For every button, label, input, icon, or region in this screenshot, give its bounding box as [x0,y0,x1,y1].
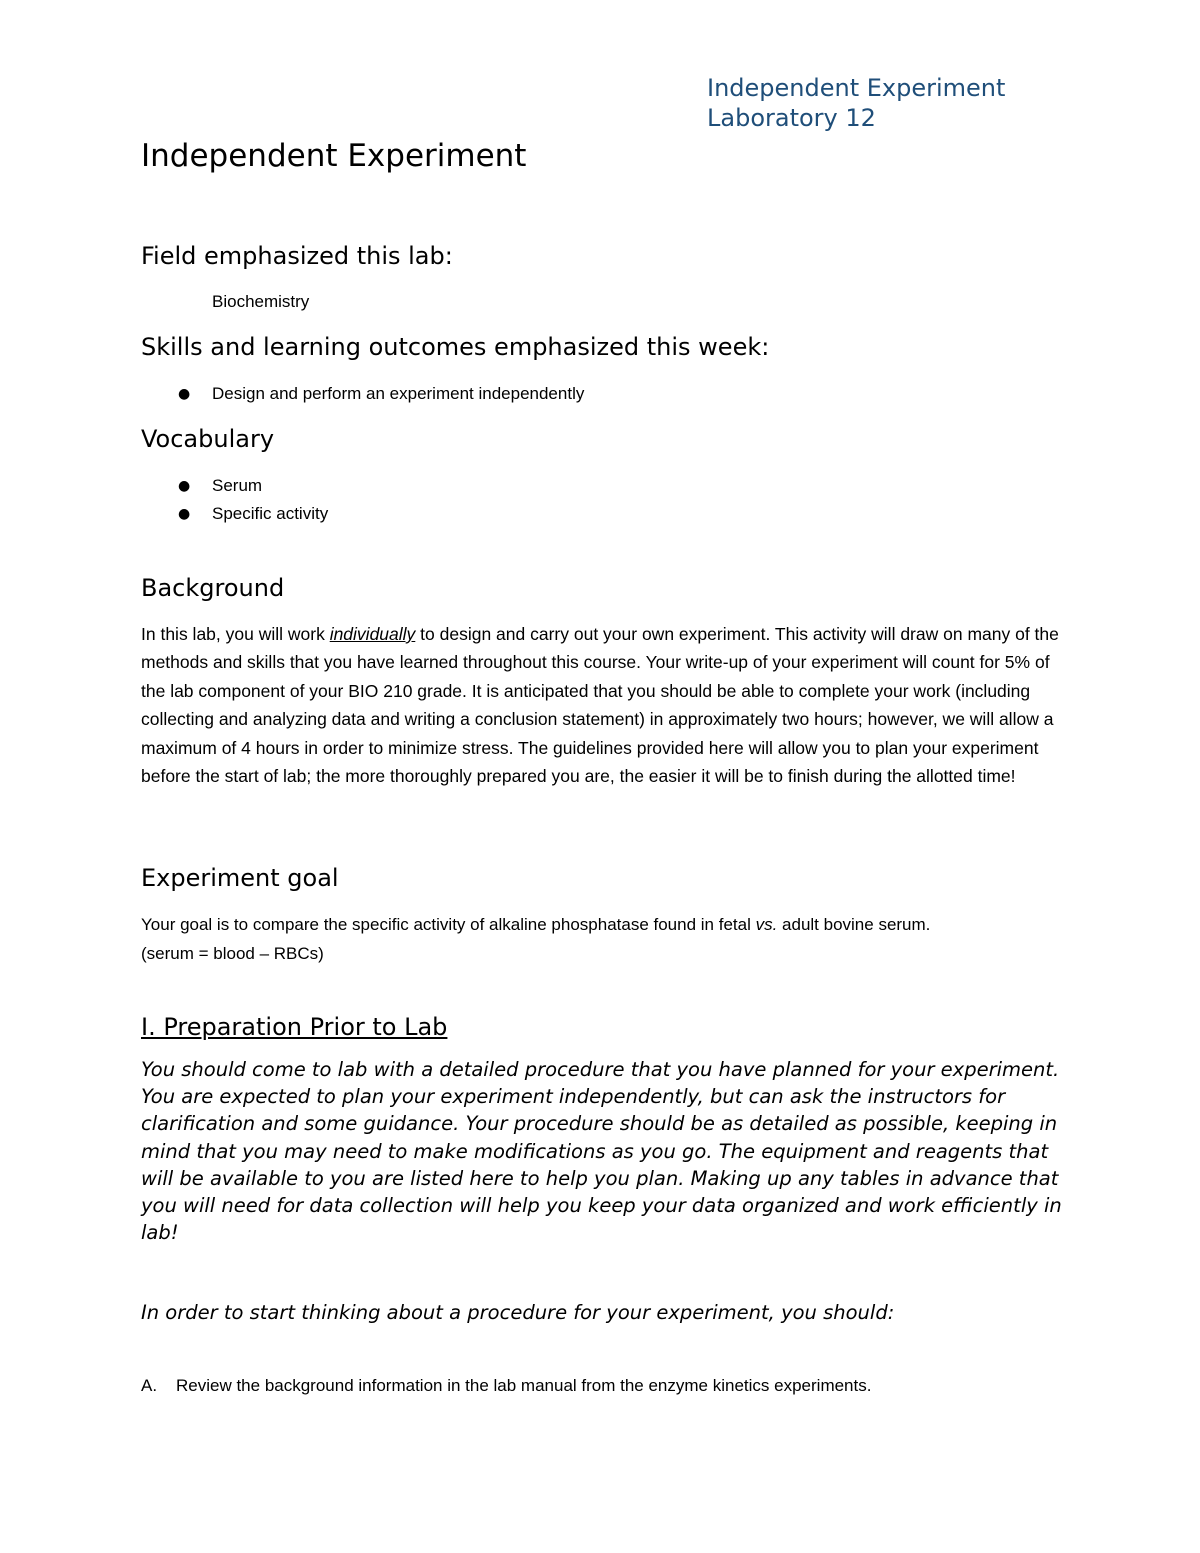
preparation-paragraph: You should come to lab with a detailed procedure that you have planned for your experiment. You are expected to plan your experiment independently, but can ask the instructors for clarification and some guidance. Your procedure should be as detailed as possible, keeping in mind that you may need to make modifications as you go. The equipment and reagents that will be available to you are listed here to help you plan. Making up any tables in advance that you will need for data collection will help you keep your data organized and work efficiently in lab! [141,1058,1062,1245]
bullet-icon: ● [178,386,191,402]
header-lab-number: Laboratory 12 [707,104,876,132]
goal-text: adult bovine serum. [777,915,931,934]
preparation-heading: I. Preparation Prior to Lab [141,1013,448,1041]
field-value: Biochemistry [212,292,310,311]
step-marker: A. [141,1376,158,1395]
header-course-title: Independent Experiment [707,74,1006,102]
preparation-intro: In order to start thinking about a procedure for your experiment, you should: [141,1301,895,1324]
skills-heading: Skills and learning outcomes emphasized this week: [141,333,770,361]
vocabulary-item: Specific activity [212,504,329,523]
bullet-icon: ● [178,506,191,522]
page-title: Independent Experiment [141,138,527,174]
background-text: to design and carry out your own experiment. This activity will draw on many of the methods and skills that you have learned throughout this course. Your write-up of your experiment will count for 5% of the lab component of your BIO 210 grade. It is anticipated that you should be able to complete your work (including collecting and analyzing data and writing a conclusion statement) in approximately two hours; however, we will allow a maximum of 4 hours in order to minimize stress. The guidelines provided here will allow you to plan your experiment before the start of lab; the more thoroughly prepared you are, the easier it will be to finish during the allotted time! [141,624,1059,787]
goal-text: Your goal is to compare the specific activity of alkaline phosphatase found in fetal [141,915,756,934]
background-emphasis: individually [329,624,416,644]
vocabulary-item: Serum [212,476,263,495]
goal-vs: vs. [755,915,778,934]
skills-item: Design and perform an experiment independently [212,384,585,403]
background-text: In this lab, you will work [141,624,330,644]
background-paragraph [141,620,1071,790]
goal-heading: Experiment goal [141,864,339,892]
background-heading: Background [141,574,285,602]
vocabulary-heading: Vocabulary [141,425,275,453]
goal-statement [141,915,930,935]
bullet-icon: ● [178,478,191,494]
step-text: Review the background information in the lab manual from the enzyme kinetics experiments. [176,1376,872,1395]
field-heading: Field emphasized this lab: [141,242,453,270]
goal-definition: (serum = blood – RBCs) [141,944,324,963]
